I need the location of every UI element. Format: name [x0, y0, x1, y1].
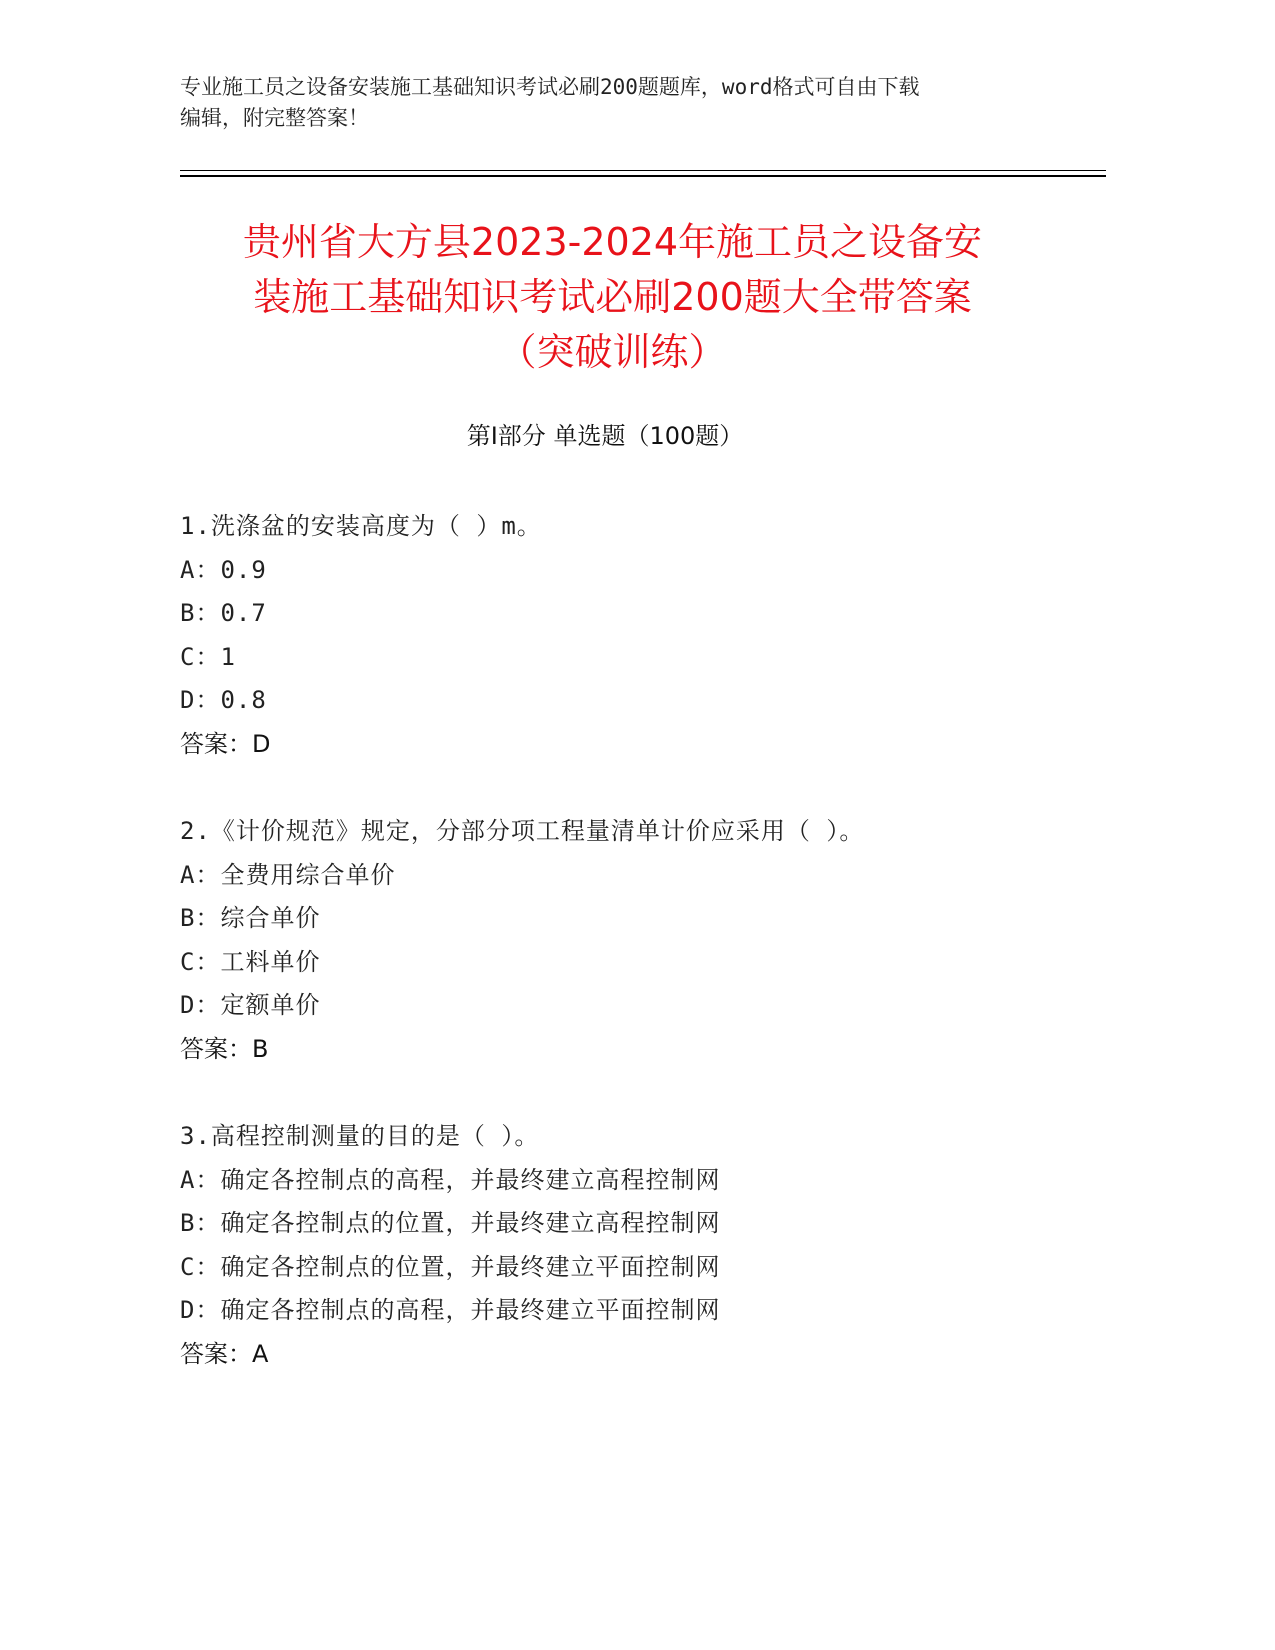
option-d: D：确定各控制点的高程，并最终建立平面控制网 — [180, 1296, 721, 1324]
section-title: 第Ⅰ部分 单选题（100题） — [466, 422, 744, 450]
header-line-2: 编辑，附完整答案！ — [180, 106, 369, 130]
option-c: C：工料单价 — [180, 947, 321, 976]
page-header — [180, 72, 1040, 134]
option-b: B：确定各控制点的位置，并最终建立高程控制网 — [180, 1209, 721, 1237]
document-title — [150, 215, 1075, 380]
option-a: A：确定各控制点的高程，并最终建立高程控制网 — [180, 1165, 721, 1194]
question-2 — [180, 810, 1080, 1071]
header-divider-thick — [180, 175, 1106, 177]
option-c: C：1 — [180, 642, 236, 671]
option-a: A：0.9 — [180, 555, 267, 584]
title-line-1: 贵州省大方县2023-2024年施工员之设备安 — [242, 220, 983, 264]
title-line-2: 装施工基础知识考试必刷200题大全带答案 — [253, 275, 972, 319]
title-line-3: （突破训练） — [498, 330, 727, 374]
option-d: D：0.8 — [180, 686, 267, 714]
option-c: C：确定各控制点的位置，并最终建立平面控制网 — [180, 1252, 721, 1281]
question-stem: 3.高程控制测量的目的是（ ）。 — [180, 1122, 540, 1150]
answer: 答案：D — [180, 729, 271, 758]
question-list — [180, 505, 1080, 1420]
option-b: B：0.7 — [180, 599, 267, 627]
answer: 答案：A — [180, 1339, 269, 1368]
answer: 答案：B — [180, 1034, 269, 1063]
option-a: A：全费用综合单价 — [180, 860, 396, 889]
header-divider-thin — [180, 170, 1106, 171]
option-b: B：综合单价 — [180, 904, 321, 932]
question-stem: 2.《计价规范》规定，分部分项工程量清单计价应采用（ ）。 — [180, 817, 865, 845]
question-1 — [180, 505, 1080, 766]
question-3 — [180, 1115, 1080, 1376]
question-stem: 1.洗涤盆的安装高度为（ ）m。 — [180, 512, 542, 540]
option-d: D：定额单价 — [180, 991, 321, 1019]
header-line-1: 专业施工员之设备安装施工基础知识考试必刷200题题库，word格式可自由下载 — [180, 75, 920, 99]
